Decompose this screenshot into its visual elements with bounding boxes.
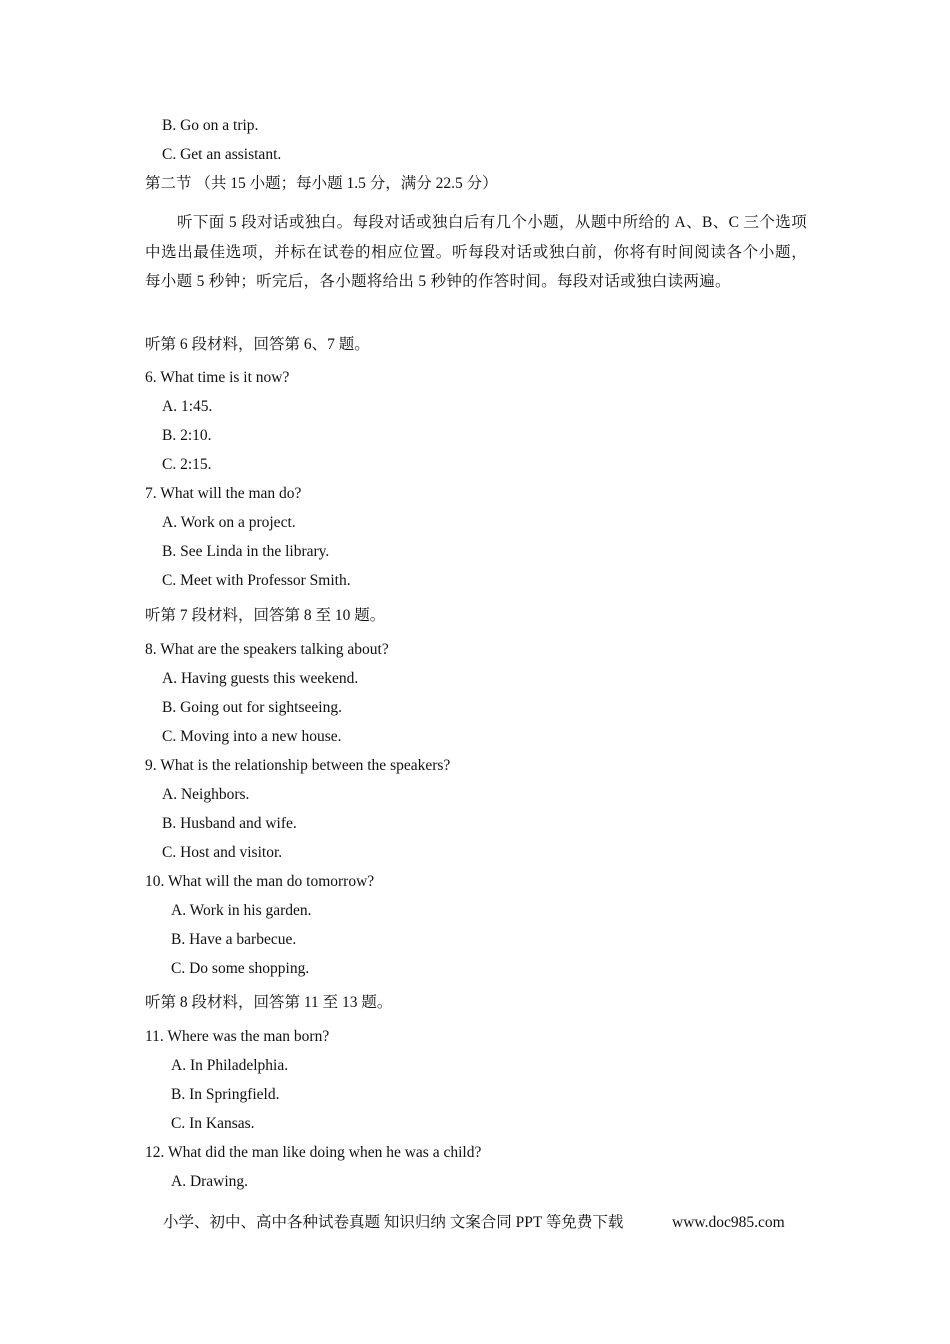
question-11-option-b: B. In Springfield. [171, 1086, 280, 1103]
passage-6-heading: 听第 6 段材料，回答第 6、7 题。 [145, 336, 370, 353]
section-instructions: 听下面 5 段对话或独白。每段对话或独白后有几个小题，从题中所给的 A、B、C 三个选项中选出最佳选项，并标在试卷的相应位置。听每段对话或独白前，你将有时间阅读各个小题，每小题 5 秒钟；听完后，各小题将给出 5 秒钟的作答时间。每段对话或独白读两遍。 [145, 214, 807, 290]
question-8-option-c: C. Moving into a new house. [162, 728, 342, 745]
question-12: 12. What did the man like doing when he was a child? [145, 1144, 482, 1161]
question-9-option-a: A. Neighbors. [162, 786, 250, 803]
question-7-option-c: C. Meet with Professor Smith. [162, 572, 351, 589]
option-b-trip: B. Go on a trip. [162, 117, 259, 134]
question-9: 9. What is the relationship between the speakers? [145, 757, 451, 774]
question-7: 7. What will the man do? [145, 485, 302, 502]
question-9-option-c: C. Host and visitor. [162, 844, 283, 861]
question-9-option-b: B. Husband and wife. [162, 815, 297, 832]
question-10: 10. What will the man do tomorrow? [145, 873, 375, 890]
passage-7-heading: 听第 7 段材料，回答第 8 至 10 题。 [145, 607, 386, 624]
question-8: 8. What are the speakers talking about? [145, 641, 389, 658]
question-6-option-c: C. 2:15. [162, 456, 212, 473]
question-11-option-c: C. In Kansas. [171, 1115, 255, 1132]
section-heading: 第二节 （共 15 小题；每小题 1.5 分，满分 22.5 分） [145, 175, 498, 192]
question-10-option-c: C. Do some shopping. [171, 960, 310, 977]
question-6-option-a: A. 1:45. [162, 398, 213, 415]
question-7-option-a: A. Work on a project. [162, 514, 296, 531]
option-c-assistant: C. Get an assistant. [162, 146, 282, 163]
passage-8-heading: 听第 8 段材料，回答第 11 至 13 题。 [145, 994, 393, 1011]
footer-url[interactable]: www.doc985.com [672, 1214, 785, 1231]
footer-text: 小学、初中、高中各种试卷真题 知识归纳 文案合同 PPT 等免费下载 [163, 1214, 624, 1231]
question-11: 11. Where was the man born? [145, 1028, 330, 1045]
question-10-option-a: A. Work in his garden. [171, 902, 312, 919]
question-6-option-b: B. 2:10. [162, 427, 212, 444]
question-10-option-b: B. Have a barbecue. [171, 931, 297, 948]
question-12-option-a: A. Drawing. [171, 1173, 249, 1190]
question-8-option-b: B. Going out for sightseeing. [162, 699, 342, 716]
question-8-option-a: A. Having guests this weekend. [162, 670, 359, 687]
question-6: 6. What time is it now? [145, 369, 290, 386]
question-11-option-a: A. In Philadelphia. [171, 1057, 289, 1074]
question-7-option-b: B. See Linda in the library. [162, 543, 330, 560]
